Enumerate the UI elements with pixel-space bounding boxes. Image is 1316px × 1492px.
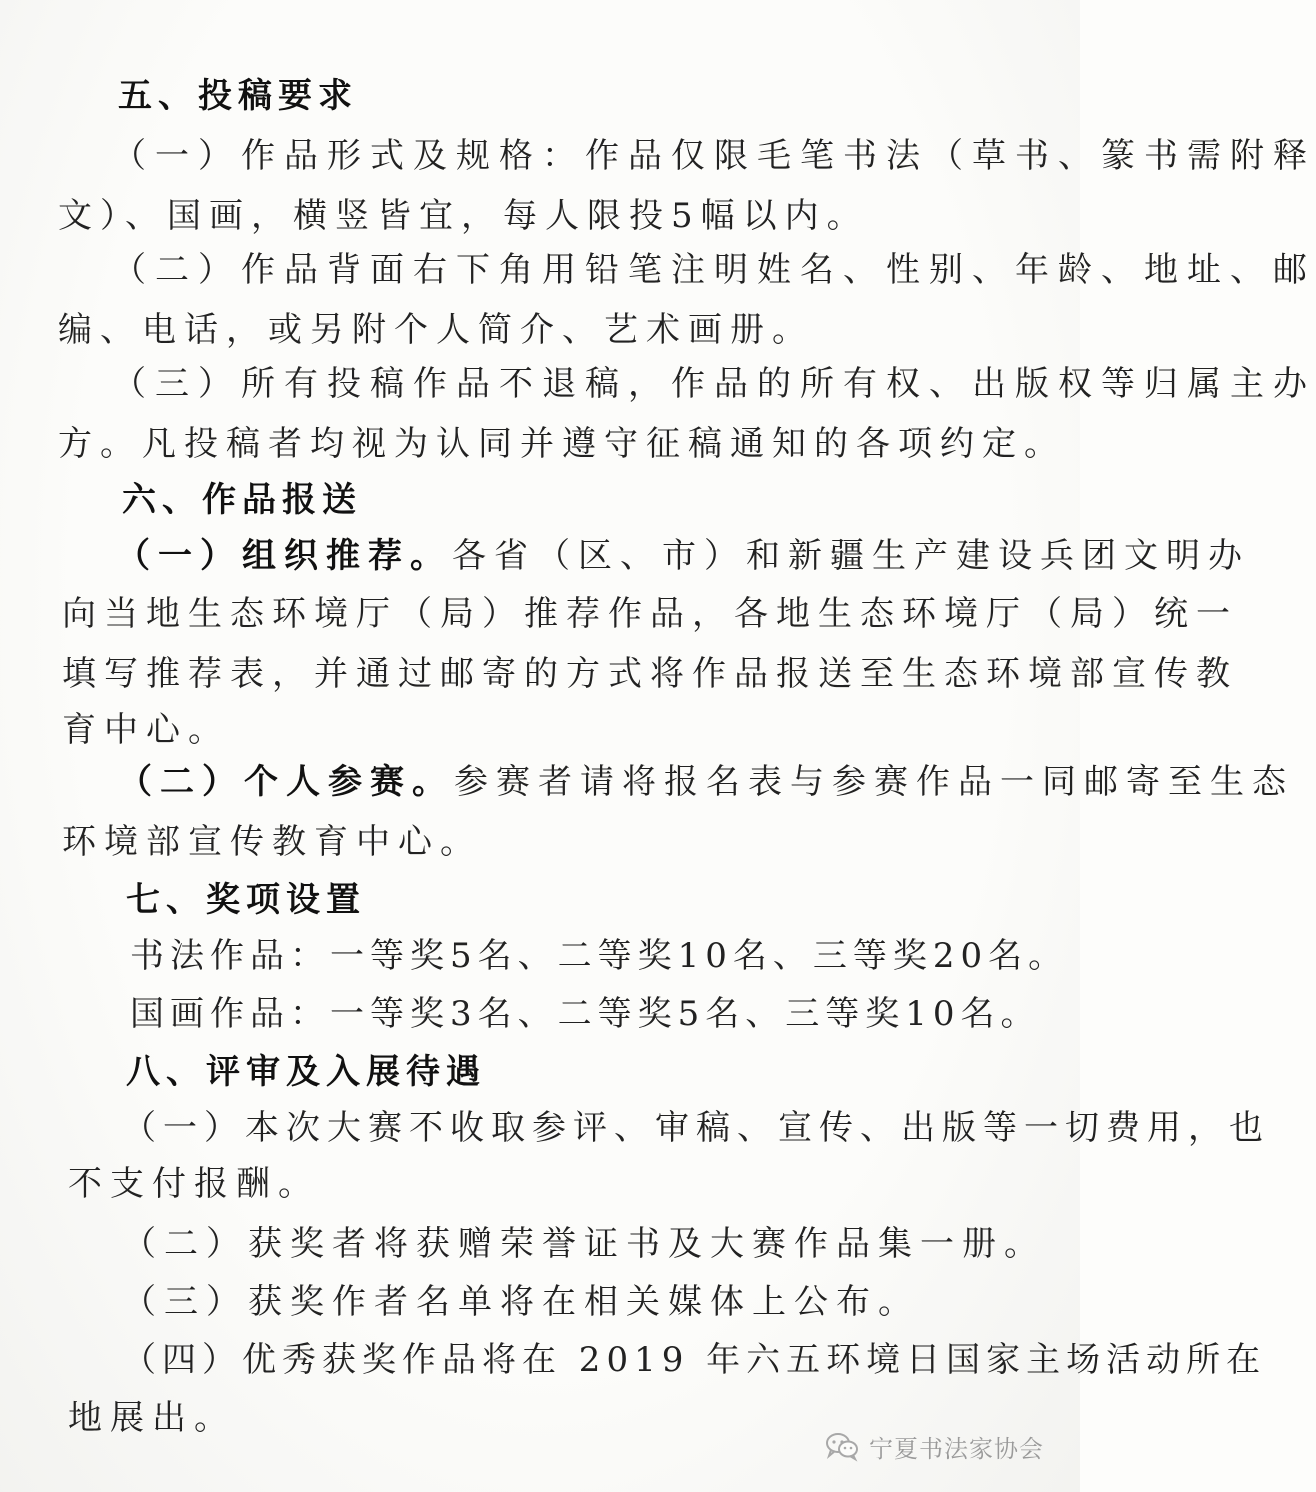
paragraph-line <box>116 536 1250 576</box>
wechat-watermark <box>825 1426 1044 1466</box>
section-heading-6: 六、作品报送 <box>122 480 362 520</box>
paragraph-line <box>118 762 1294 802</box>
paragraph-line: （四）优秀获奖作品将在 2019 年六五环境日国家主场活动所在 <box>122 1340 1267 1380</box>
paragraph-text: 参赛者请将报名表与参赛作品一同邮寄至生态 <box>454 762 1294 802</box>
section-heading-7: 七、奖项设置 <box>126 880 366 920</box>
paragraph-line: （三）所有投稿作品不退稿，作品的所有权、出版权等归属主办 <box>112 364 1316 404</box>
paragraph-line: （三）获奖作者名单将在相关媒体上公布。 <box>122 1282 920 1322</box>
paragraph-line: 环境部宣传教育中心。 <box>62 822 482 862</box>
paragraph-line: 地展出。 <box>68 1398 236 1438</box>
paragraph-line: 育中心。 <box>62 710 230 750</box>
paragraph-line: 文）、国画，横竖皆宜，每人限投5幅以内。 <box>58 196 869 236</box>
paragraph-line: 不支付报酬。 <box>68 1164 320 1204</box>
paragraph-line: （一）本次大赛不收取参评、审稿、宣传、出版等一切费用，也 <box>122 1108 1270 1148</box>
paragraph-line: 编、电话，或另附个人简介、艺术画册。 <box>58 310 814 350</box>
paragraph-line: （二）作品背面右下角用铅笔注明姓名、性别、年龄、地址、邮 <box>112 250 1316 290</box>
paragraph-line: 向当地生态环境厅（局）推荐作品，各地生态环境厅（局）统一 <box>62 594 1238 634</box>
subheading-recommend: （一）组织推荐。 <box>116 536 452 576</box>
wechat-icon <box>825 1431 859 1461</box>
paragraph-line: （二）获奖者将获赠荣誉证书及大赛作品集一册。 <box>122 1224 1046 1264</box>
subheading-individual: （二）个人参赛。 <box>118 762 454 802</box>
paragraph-line: （一）作品形式及规格：作品仅限毛笔书法（草书、篆书需附释 <box>112 136 1316 176</box>
paragraph-line: 方。凡投稿者均视为认同并遵守征稿通知的各项约定。 <box>58 424 1066 464</box>
section-heading-8: 八、评审及入展待遇 <box>126 1052 486 1092</box>
watermark-text: 宁夏书法家协会 <box>869 1434 1044 1463</box>
paragraph-line: 国画作品：一等奖3名、二等奖5名、三等奖10名。 <box>130 994 1041 1034</box>
section-heading-5: 五、投稿要求 <box>118 76 358 116</box>
paragraph-line: 书法作品：一等奖5名、二等奖10名、三等奖20名。 <box>130 936 1069 976</box>
paragraph-line: 填写推荐表，并通过邮寄的方式将作品报送至生态环境部宣传教 <box>62 654 1238 694</box>
paragraph-text: 各省（区、市）和新疆生产建设兵团文明办 <box>452 536 1250 576</box>
